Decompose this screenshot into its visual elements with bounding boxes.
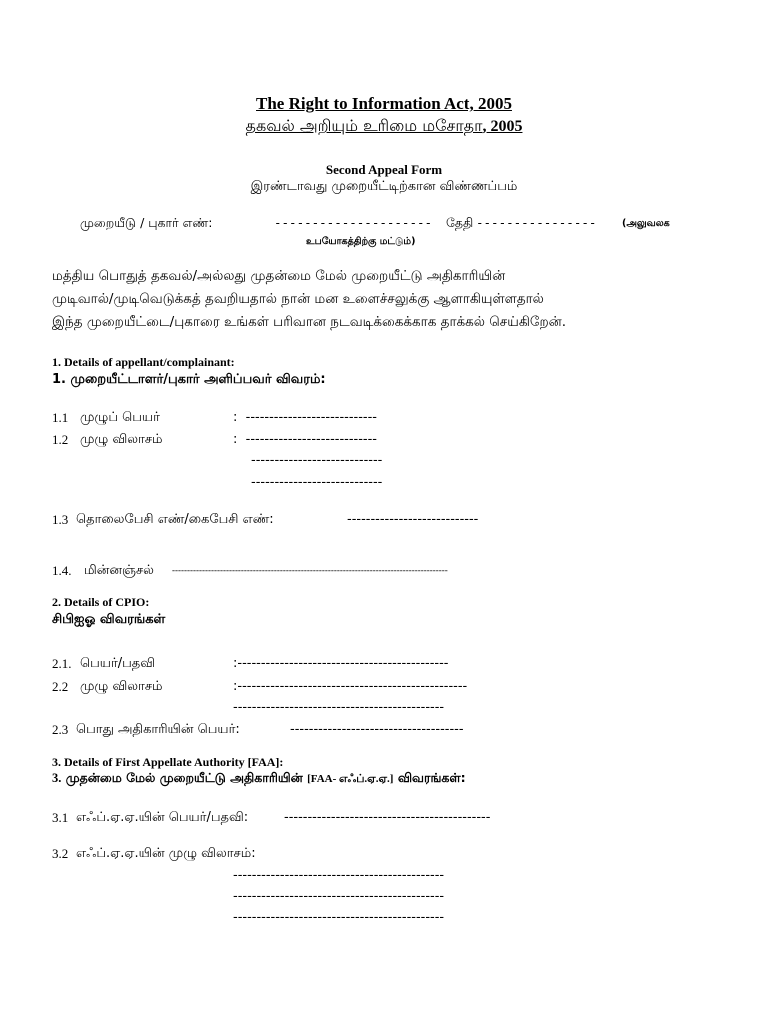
appeal-number-field[interactable]: --------------------- bbox=[274, 215, 433, 230]
full-address-field-line-1[interactable]: : ---------------------------- bbox=[233, 432, 377, 447]
public-authority-label: பொது அதிகாரியின் பெயர்: bbox=[76, 722, 240, 737]
full-name-field[interactable]: : ---------------------------- bbox=[233, 410, 377, 425]
faa-address-label: எஃப்.ஏ.ஏ.யின் முழு விலாசம்: bbox=[76, 846, 256, 861]
field-3-2-number: 3.2 bbox=[52, 846, 69, 861]
section3-heading-text-1: முதன்மை மேல் முறையீட்டு அதிகாரியின் bbox=[65, 770, 303, 785]
title-tamil-year: , 2005 bbox=[482, 118, 523, 135]
date-label: தேதி bbox=[446, 215, 474, 230]
full-address-label: முழு விலாசம் bbox=[80, 432, 163, 447]
faa-name-label: எஃப்.ஏ.ஏ.யின் பெயர்/பதவி: bbox=[76, 810, 249, 825]
email-label: மின்னஞ்சல் bbox=[84, 563, 154, 578]
faa-address-field-line-1[interactable]: --------------------------------------------- bbox=[233, 868, 445, 883]
date-field[interactable]: ---------------- bbox=[476, 215, 597, 230]
cpio-name-label: பெயர்/பதவி bbox=[80, 656, 156, 671]
title-tamil-text: தகவல் அறியும் உரிமை மசோதா bbox=[245, 116, 483, 135]
phone-label: தொலைபேசி எண்/கைபேசி எண்: bbox=[76, 512, 274, 527]
faa-address-field-line-2[interactable]: --------------------------------------------- bbox=[233, 889, 445, 904]
email-field[interactable]: -------------------------------------------------------------------------------------------- bbox=[172, 565, 448, 575]
appeal-number-label: முறையீடு / புகார் எண்: bbox=[80, 215, 213, 230]
office-use-note-2: உபயோகத்திற்கு மட்டும்) bbox=[306, 236, 416, 247]
field-1-3-number: 1.3 bbox=[52, 512, 69, 527]
cpio-address-field-line-1[interactable]: :------------------------------------------------- bbox=[233, 679, 468, 694]
full-address-field-line-3[interactable]: ---------------------------- bbox=[251, 475, 383, 490]
faa-name-field[interactable]: -------------------------------------------- bbox=[284, 810, 491, 825]
field-1-4-number: 1.4. bbox=[52, 563, 72, 578]
intro-line-1: மத்திய பொதுத் தகவல்/அல்லது முதன்மை மேல் முறையீட்டு அதிகாரியின் bbox=[52, 268, 506, 284]
section1-heading-english: 1. Details of appellant/complainant: bbox=[52, 355, 235, 369]
page-title-tamil bbox=[0, 118, 768, 135]
cpio-address-field-line-2[interactable]: --------------------------------------------- bbox=[233, 700, 445, 715]
field-2-1-number: 2.1. bbox=[52, 656, 72, 671]
phone-field[interactable]: ---------------------------- bbox=[347, 512, 479, 527]
form-title-english: Second Appeal Form bbox=[325, 162, 443, 177]
section3-heading-english: 3. Details of First Appellate Authority [FAA]: bbox=[52, 755, 284, 769]
full-address-field-line-2[interactable]: ---------------------------- bbox=[251, 453, 383, 468]
full-name-label: முழுப் பெயர் bbox=[80, 410, 160, 425]
section3-heading-number: 3. bbox=[52, 771, 62, 785]
faa-address-field-line-3[interactable]: --------------------------------------------- bbox=[233, 910, 445, 925]
section3-heading-text-2: விவரங்கள்: bbox=[397, 770, 466, 785]
page-title-english: The Right to Information Act, 2005 bbox=[256, 94, 512, 113]
field-1-1-number: 1.1 bbox=[52, 410, 69, 425]
section2-heading-english: 2. Details of CPIO: bbox=[52, 595, 150, 609]
form-title-tamil: இரண்டாவது முறையீட்டிற்கான விண்ணப்பம் bbox=[250, 179, 518, 194]
section1-heading-tamil: 1. முறையீட்டாளர்/புகார் அளிப்பவர் விவரம்: bbox=[52, 372, 326, 387]
section2-heading-tamil: சிபிஐஓ விவரங்கள் bbox=[52, 612, 166, 627]
public-authority-field[interactable]: ------------------------------------- bbox=[290, 722, 464, 737]
section3-heading-tamil bbox=[52, 772, 466, 785]
field-1-2-number: 1.2 bbox=[52, 432, 69, 447]
field-2-2-number: 2.2 bbox=[52, 679, 69, 694]
field-3-1-number: 3.1 bbox=[52, 810, 69, 825]
intro-line-3: இந்த முறையீட்டை/புகாரை உங்கள் பரிவான நடவடிக்கைக்காக தாக்கல் செய்கிறேன். bbox=[52, 314, 567, 330]
field-2-3-number: 2.3 bbox=[52, 722, 69, 737]
office-use-note-1: (அலுவலக bbox=[622, 218, 670, 229]
intro-line-2: முடிவால்/முடிவெடுக்கத் தவறியதால் நான் மன உளைச்சலுக்கு ஆளாகியுள்ளதால் bbox=[52, 291, 544, 307]
cpio-address-label: முழு விலாசம் bbox=[80, 679, 163, 694]
section3-heading-faa: [FAA- எஃப்.ஏ.ஏ.] bbox=[307, 773, 394, 785]
cpio-name-field[interactable]: :--------------------------------------------- bbox=[233, 656, 449, 671]
